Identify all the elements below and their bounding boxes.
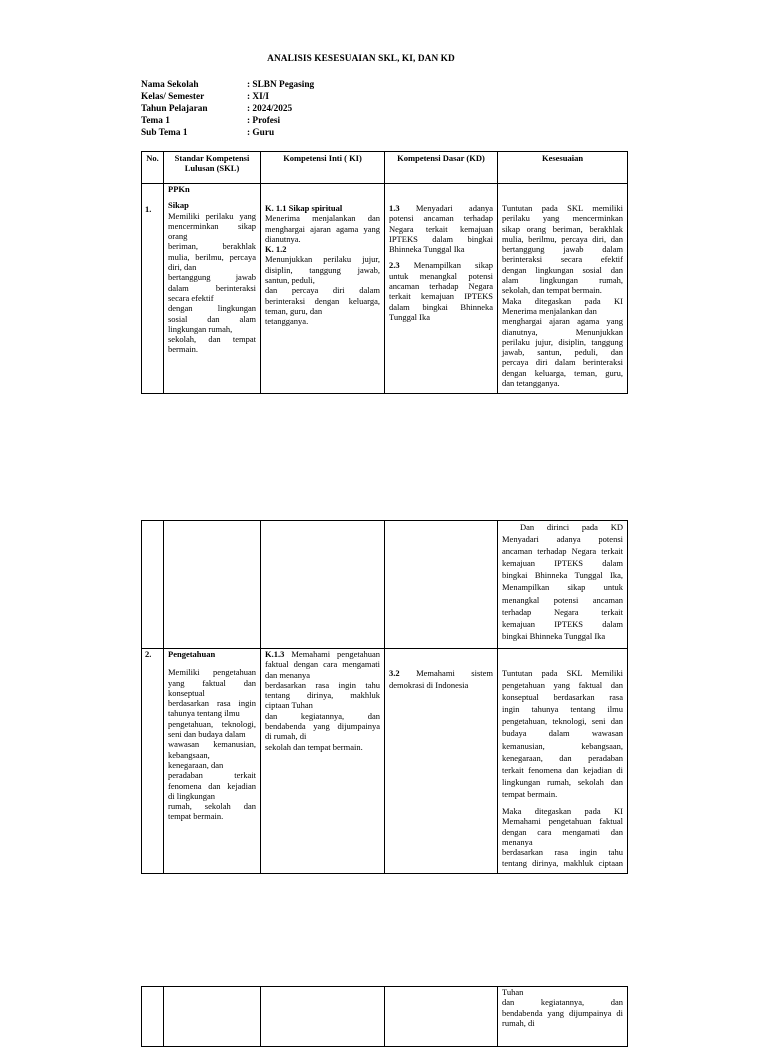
kesesuaian-cell: Tuntutan pada SKL memiliki perilaku yang mencerminkan sikap orang beriman, berakhlak mulia, berilmu, percaya diri, dan bertanggung jawab dalam berinteraksi secara efektif dengan lingkungan sosial dan alam lingkungan rumah, sekolah, dan tempat bermain. Maka ditegaskan pada KI Menerima menjalankan dan menghargai ajaran agama yang dianutnya, Menunjukkan perilaku jujur, disiplin, tanggung jawab, santun, peduli, dan percaya diri dalam berinteraksi dengan keluarga, teman, guru, dan tetangganya. (498, 184, 628, 394)
ki-cell (261, 987, 385, 1047)
row-number: 2. (142, 649, 164, 874)
skl-heading: Sikap (168, 200, 189, 211)
skl-cell: Pengetahuan Memiliki pengetahuan yang faktual dan konseptual berdasarkan rasa ingin tahunya tentang ilmu pengetahuan, teknologi, seni dan budaya dalam wawasan kemanusian, kebangsaan, kenegaraan, dan peradaban terkait fenomena dan kejadian di lingkungan rumah, sekolah dan tempat bermain. (164, 649, 261, 874)
kesesuaian-cell: Dan dirinci pada KD Menyadari adanya potensi ancaman terhadap Negara terkait kemajuan IPTEKS dalam bingkai Bhinneka Tunggal Ika, Menampilkan sikap untuk menangkal potensi ancaman terhadap Negara terkait kemajuan IPTEKS dalam bingkai Bhinneka Tunggal Ika (498, 521, 628, 649)
ki-cell (261, 521, 385, 649)
table-row (142, 649, 628, 874)
header-skl: Standar Kompetensi Lulusan (SKL) (164, 152, 261, 184)
analysis-table-page1 (141, 151, 628, 394)
header-kd: Kompetensi Dasar (KD) (385, 152, 498, 184)
kd-cell: 1.3 Menyadari adanya potensi ancaman terhadap Negara terkait kemajuan IPTEKS dalam bingkai Bhinneka Tunggal Ika 2.3 Menampilkan sikap untuk menangkal potensi ancaman terhadap Negara terkait kemajuan IPTEKS dalam bingkai Bhinneka Tunggal Ika (385, 184, 498, 394)
table-header-row (142, 152, 628, 184)
ki-cell: K.1.3 Memahami pengetahuan faktual dengan cara mengamati dan menanya berdasarkan rasa ingin tahu tentang dirinya, makhluk ciptaan Tuhan dan kegiatannya, dan bendabenda yang dijumpainya di rumah, di sekolah dan tempat bermain. (261, 649, 385, 874)
header-ki: Kompetensi Inti ( KI) (261, 152, 385, 184)
skl-cell (164, 987, 261, 1047)
info-row (141, 103, 314, 115)
info-value: : XI/I (247, 92, 269, 102)
info-value: : SLBN Pegasing (247, 80, 315, 90)
skl-cell: PPKn Sikap Memiliki perilaku yang mencerminkan sikap orang beriman, berakhlak mulia, berilmu, percaya diri, dan bertanggung jawab dalam berinteraksi secara efektif dengan lingkungan sosial dan alam lingkungan rumah, sekolah, dan tempat bermain. (164, 184, 261, 394)
header-kesesuaian: Kesesuaian (498, 152, 628, 184)
info-row (141, 127, 314, 139)
row-number (142, 521, 164, 649)
row-number (142, 987, 164, 1047)
table-row (142, 521, 628, 649)
analysis-table-page2 (141, 520, 628, 874)
info-row (141, 79, 314, 91)
row-number: 1. (142, 184, 164, 394)
info-row (141, 91, 314, 103)
school-info (141, 79, 314, 139)
kd-cell (385, 987, 498, 1047)
info-value: : 2024/2025 (247, 104, 293, 114)
analysis-table-page3 (141, 986, 628, 1047)
kd-cell: 3.2 Memahami sistem demokrasi di Indonesia (385, 649, 498, 874)
header-no: No. (142, 152, 164, 184)
info-label: Sub Tema 1 (141, 128, 188, 138)
info-label: Tema 1 (141, 116, 170, 126)
subject-label: PPKn (168, 184, 190, 194)
table-row (142, 987, 628, 1047)
ki-cell: K. 1.1 Sikap spiritual Menerima menjalankan dan menghargai ajaran agama yang dianutnya. K. 1.2 Menunjukkan perilaku jujur, disiplin, tanggung jawab, santun, peduli, dan percaya diri dalam berinteraksi dengan keluarga, teman, guru, dan tetangganya. (261, 184, 385, 394)
kesesuaian-cell: Tuhan dan kegiatannya, dan bendabenda yang dijumpainya di rumah, di (498, 987, 628, 1047)
ki-heading: K. 1.2 (265, 244, 287, 255)
info-label: Tahun Pelajaran (141, 104, 208, 114)
skl-cell (164, 521, 261, 649)
kesesuaian-cell: Tuntutan pada SKL Memiliki pengetahuan yang faktual dan konseptual berdasarkan rasa ingin tahunya tentang ilmu pengetahuan, teknologi, seni dan budaya dalam wawasan kemanusian, kebangsaan, kenegaraan, dan peradaban terkait fenomena dan kejadian di lingkungan rumah, sekolah dan tempat bermain. Maka ditegaskan pada KI Memahami pengetahuan faktual dengan cara mengamati dan menanya berdasarkan rasa ingin tahu tentang dirinya, makhluk ciptaan (498, 649, 628, 874)
info-row (141, 115, 314, 127)
info-label: Nama Sekolah (141, 80, 199, 90)
ki-heading: K. 1.1 Sikap spiritual (265, 203, 343, 213)
info-label: Kelas/ Semester (141, 92, 205, 102)
table-row (142, 184, 628, 394)
document-title: ANALISIS KESESUAIAN SKL, KI, DAN KD (267, 54, 455, 64)
info-value: : Guru (247, 128, 275, 138)
skl-heading: Pengetahuan (168, 649, 216, 659)
info-value: : Profesi (247, 116, 281, 126)
kd-cell (385, 521, 498, 649)
